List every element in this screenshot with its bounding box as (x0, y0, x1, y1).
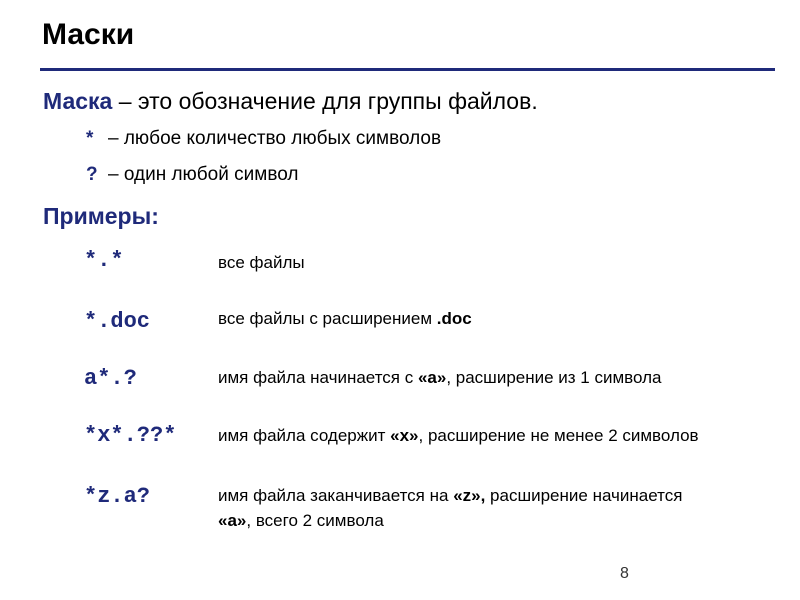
bullet-text: – один любой символ (108, 164, 299, 185)
example-description (218, 365, 708, 390)
description-highlight: «a» (417, 368, 447, 387)
description-text: , всего 2 символа (246, 511, 384, 530)
bullet-question (86, 164, 298, 186)
example-description (218, 306, 748, 331)
example-pattern: *.doc (84, 309, 151, 334)
description-text: все файлы с расширением (218, 309, 437, 328)
description-highlight: .doc (436, 309, 472, 328)
description-text: , расширение из 1 символа (446, 368, 662, 387)
page-number: 8 (620, 565, 629, 582)
description-text: имя файла заканчивается на (218, 486, 454, 505)
description-text: имя файла содержит (218, 426, 391, 445)
description-highlight: «x» (390, 426, 419, 445)
example-pattern: *z.a? (84, 484, 151, 509)
description-text: имя файла начинается с (218, 368, 418, 387)
description-highlight: «z», (453, 486, 486, 505)
example-description (218, 483, 718, 533)
definition (43, 88, 538, 115)
bullet-symbol: ? (86, 164, 98, 185)
description-text: все файлы (218, 253, 305, 272)
definition-text: – это обозначение для группы файлов. (112, 88, 538, 114)
bullet-symbol: * (86, 128, 94, 149)
description-highlight: «a» (218, 511, 247, 530)
example-pattern: *x*.??* (84, 423, 177, 448)
title-divider (40, 68, 775, 71)
definition-term: Маска (43, 88, 113, 114)
example-pattern: *.* (84, 248, 124, 273)
bullet-text: – любое количество любых символов (108, 128, 442, 149)
slide-title: Маски (42, 18, 135, 51)
example-description (218, 423, 738, 448)
description-text: расширение начинается (485, 486, 683, 505)
example-description (218, 250, 748, 275)
example-pattern: a*.? (84, 366, 137, 391)
examples-heading: Примеры: (43, 203, 159, 229)
bullet-asterisk (86, 128, 441, 150)
description-text: , расширение не менее 2 символов (418, 426, 699, 445)
